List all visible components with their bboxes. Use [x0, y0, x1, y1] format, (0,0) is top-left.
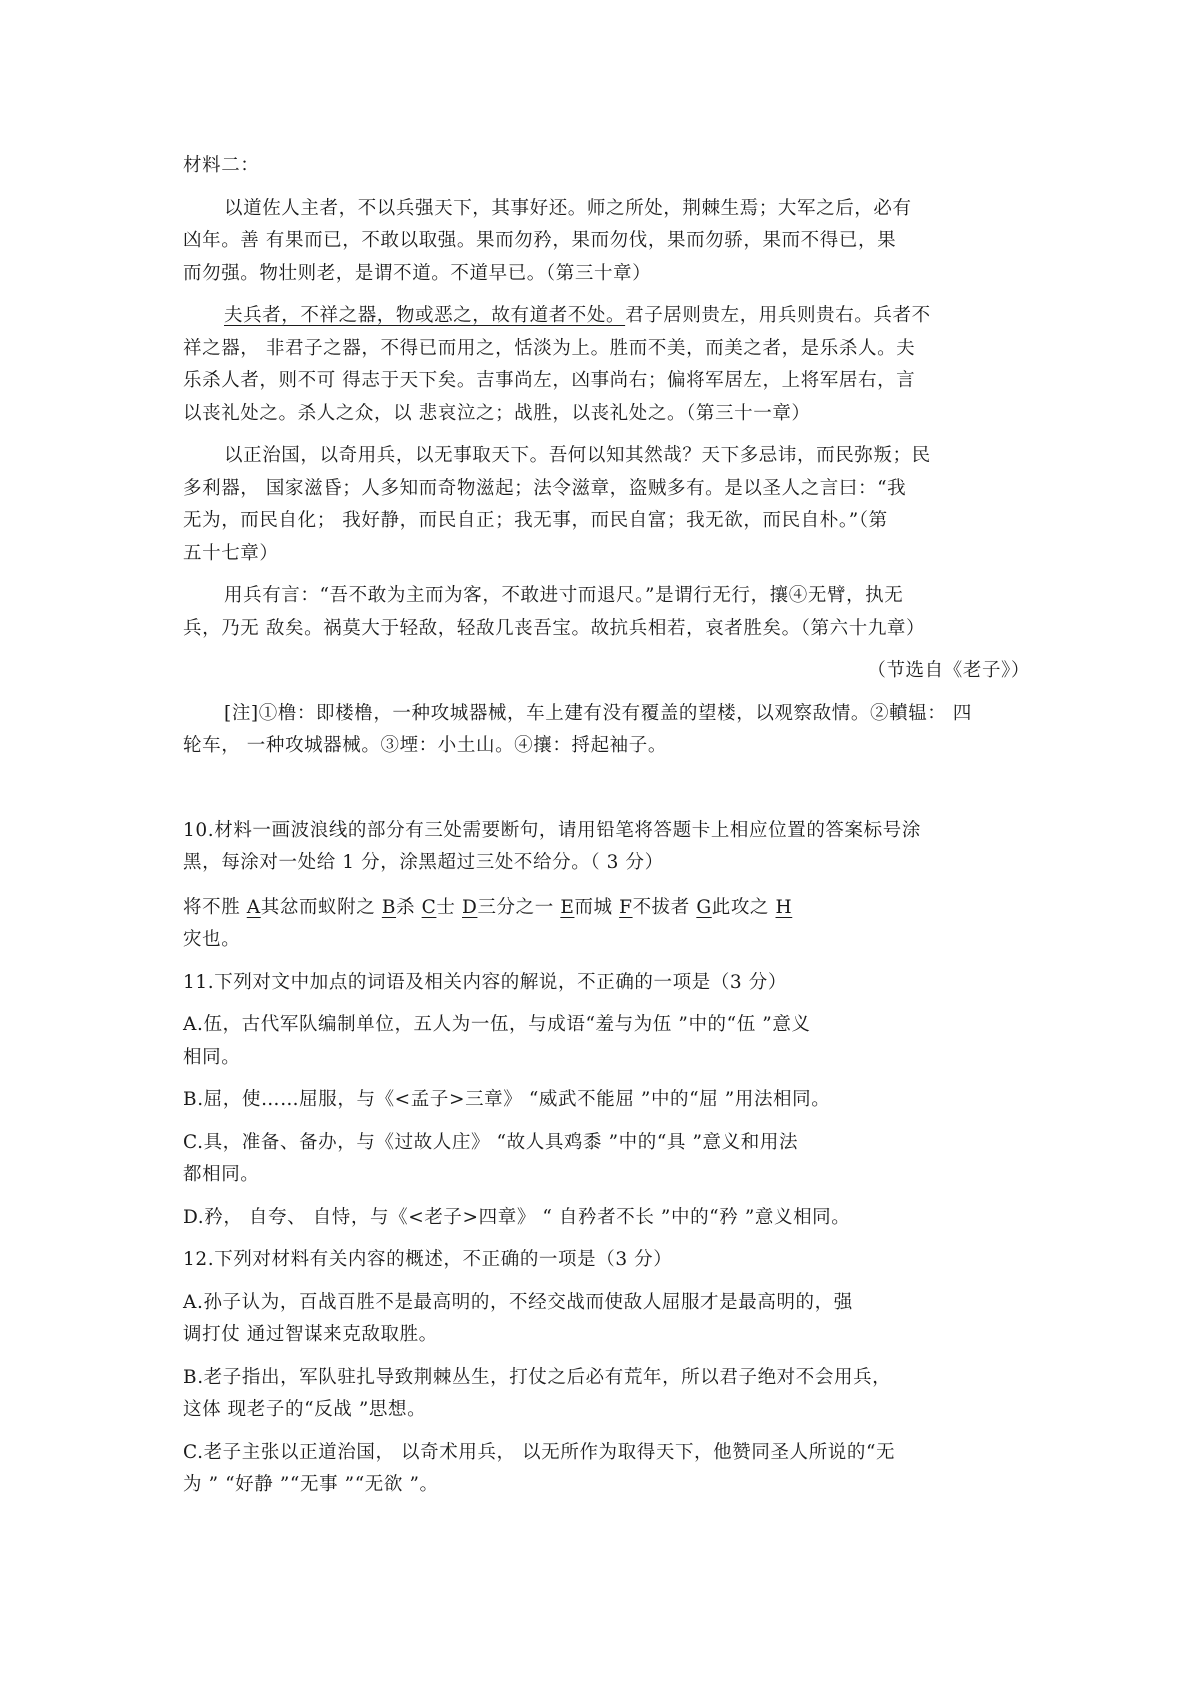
text-line: 这体 现老子的“反战 ”思想。	[183, 1399, 427, 1420]
text-line: 都相同。	[183, 1164, 260, 1185]
text-segment: 将不胜	[183, 896, 247, 918]
material2-paragraph-2	[183, 300, 1038, 430]
question-11-option-a	[183, 1009, 1038, 1074]
text-line: 轮车， 一种攻城器械。③堙：小土山。④攘：捋起袖子。	[183, 735, 667, 756]
text-segment: 君子居则贵左，用兵则贵右。兵者不	[625, 305, 931, 326]
option-marker-h: H	[775, 896, 793, 918]
text-line: 为 ” “好静 ”“无事 ”“无欲 ”。	[183, 1474, 439, 1495]
text-line: 10.材料一画波浪线的部分有三处需要断句，请用铅笔将答题卡上相应位置的答案标号涂	[183, 819, 921, 841]
text-line: A.孙子认为，百战百胜不是最高明的，不经交战而使敌人屈服才是最高明的，强	[183, 1291, 853, 1313]
text-line: 无为，而民自化； 我好静，而民自正；我无事，而民自富；我无欲，而民自朴。”（第	[183, 510, 888, 531]
text-segment: 此攻之	[711, 896, 776, 918]
question-11-option-d: D.矜， 自夸、 自恃，与《<老子>四章》 “ 自矜者不长 ”中的“矜 ”意义相同。	[183, 1206, 851, 1228]
underlined-sentence: 夫兵者，不祥之器，物或恶之，故有道者不处。	[224, 305, 626, 326]
question-11-option-c	[183, 1127, 1038, 1192]
text-line: 灾也。	[183, 929, 241, 950]
option-marker-e: E	[560, 896, 575, 918]
question-10-options	[183, 892, 1038, 957]
text-line: [注]①橹：即楼橹，一种攻城器械，车上建有没有覆盖的望楼，以观察敌情。②轒辒： 四	[224, 702, 972, 724]
question-12-option-c	[183, 1437, 1038, 1502]
material2-heading: 材料二：	[183, 155, 260, 176]
text-line: 用兵有言：“吾不敢为主而为客，不敢进寸而退尺。”是谓行无行，攘④无臂，执无	[224, 585, 904, 606]
question-12-stem: 12.下列对材料有关内容的概述，不正确的一项是（3 分）	[183, 1249, 673, 1270]
text-line: A.伍，古代军队编制单位，五人为一伍，与成语“羞与为伍 ”中的“伍 ”意义	[183, 1014, 811, 1035]
option-marker-g: G	[696, 896, 712, 918]
material2-paragraph-1	[183, 193, 1038, 291]
text-line: 祥之器， 非君子之器，不得已而用之，恬淡为上。胜而不美，而美之者，是乐杀人。夫	[183, 337, 916, 359]
text-line: 调打仗 通过智谋来克敌取胜。	[183, 1324, 438, 1345]
punctuation-options-line	[183, 892, 1038, 925]
text-line: C.具，准备、备办，与《过故人庄》 “故人具鸡黍 ”中的“具 ”意义和用法	[183, 1131, 799, 1153]
material2-paragraph-4	[183, 580, 1038, 645]
text-line: 五十七章）	[183, 542, 279, 564]
option-marker-f: F	[619, 896, 633, 918]
text-segment: 而城	[574, 896, 620, 918]
text-line: 以道佐人主者，不以兵强天下，其事好还。师之所处，荆棘生焉；大军之后，必有	[224, 197, 912, 219]
text-line: 相同。	[183, 1046, 241, 1068]
text-line: B.老子指出，军队驻扎导致荆棘丛生，打仗之后必有荒年，所以君子绝对不会用兵，	[183, 1366, 892, 1388]
text-line: 兵，乃无 敌矣。祸莫大于轻敌，轻敌几丧吾宝。故抗兵相若，哀者胜矣。（第六十九章）	[183, 617, 926, 639]
text-line: 多利器， 国家滋昏；人多知而奇物滋起；法令滋章，盗贼多有。是以圣人之言曰：“我	[183, 477, 907, 499]
question-12-option-a	[183, 1287, 1038, 1352]
text-line: 以正治国，以奇用兵，以无事取天下。吾何以知其然哉？天下多忌讳，而民弥叛；民	[224, 445, 931, 466]
text-line: 而勿强。物壮则老，是谓不道。不道早已。（第三十章）	[183, 262, 652, 284]
text-segment: 其忿而蚁附之	[260, 896, 382, 918]
source-citation: （节选自《老子》）	[867, 660, 1030, 681]
material2-paragraph-3	[183, 440, 1038, 570]
text-line: 凶年。善 有果而已，不敢以取强。果而勿矜，果而勿伐，果而勿骄，果而不得已，果	[183, 230, 897, 251]
text-segment: 士	[436, 896, 462, 918]
text-line: C.老子主张以正道治国， 以奇术用兵， 以无所作为取得天下，他赞同圣人所说的“无	[183, 1441, 896, 1463]
option-marker-d: D	[462, 896, 478, 918]
text-segment: 三分之一	[477, 896, 561, 918]
text-line	[183, 300, 1038, 333]
document-content	[183, 150, 1038, 1502]
annotation-note	[183, 698, 1038, 763]
text-segment: 杀	[396, 896, 422, 918]
text-line: 以丧礼处之。杀人之众，以 悲哀泣之；战胜，以丧礼处之。（第三十一章）	[183, 402, 811, 424]
question-12-option-b	[183, 1362, 1038, 1427]
option-marker-b: B	[381, 896, 397, 918]
text-line: 黑，每涂对一处给 1 分，涂黑超过三处不给分。（ 3 分）	[183, 852, 664, 873]
text-segment: 不拔者	[632, 896, 697, 918]
question-11-stem: 11.下列对文中加点的词语及相关内容的解说，不正确的一项是（3 分）	[183, 971, 787, 993]
option-marker-a: A	[246, 896, 261, 918]
question-10	[183, 815, 1038, 880]
question-11-option-b: B.屈，使……屈服，与《<孟子>三章》 “威武不能屈 ”中的“屈 ”用法相同。	[183, 1089, 831, 1110]
option-marker-c: C	[421, 896, 437, 918]
text-line: 乐杀人者，则不可 得志于天下矣。吉事尚左，凶事尚右；偏将军居左，上将军居右，言	[183, 370, 916, 391]
